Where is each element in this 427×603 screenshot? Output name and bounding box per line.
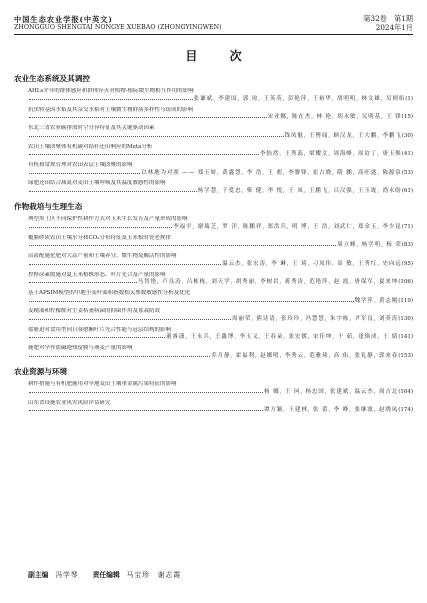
table-of-contents: [14, 73, 413, 414]
entry-page-number: (61): [401, 187, 413, 194]
entry-title: 姜精油和柠檬醛对生姜枯萎病菌的抑菌作用及盆栽防效: [28, 308, 161, 315]
entry-title: 抗虫转基因水稻及其杂交水稻对土壤微生物群落多样性与组成的影响: [28, 106, 194, 113]
entry-page-number: (53): [401, 169, 413, 176]
entry-authors: 李福平, 谢瑞芝, 罗 洋, 陈鹏祥, 郑洪兵, 明 博, 王 浩, 刘武仁, 郑金玉, 李少昆: [173, 224, 402, 231]
entry-page-number: (130): [398, 315, 413, 322]
entry-authors: 董睿潇, 王永兵, 王鑫博, 李玉义, 王春朵, 张宏媛, 宋佳坤, 于 茹, 逢焕成, 王 婧: [166, 334, 399, 341]
entry-page-number: (15): [401, 114, 413, 121]
toc-entry[interactable]: [28, 144, 413, 159]
toc-entry[interactable]: [28, 327, 413, 342]
entry-title: 绿肥还田结合减氮对麦田土壤呼吸及其温度敏感性的影响: [28, 180, 166, 187]
toc-entry[interactable]: [28, 88, 413, 103]
deputy-editor-name: 冯学琴: [55, 571, 79, 579]
entry-authors: 周丽荣, 熊诗清, 张玲玲, 冯慧慧, 朱宇栋, 尹军良, 刘英涛: [232, 315, 399, 322]
journal-name-en: ZHONGGUO SHENGTAI NONGYE XUEBAO (ZHONGYINGWEN): [14, 24, 222, 32]
entry-title: 施肥对旱作盐碱地残留膜与燕麦产量的影响: [28, 345, 133, 352]
toc-entry[interactable]: [28, 272, 413, 287]
entry-title: 耕作措施与有机肥施用对旱地麦田土壤重金属污染特征的影响: [28, 381, 177, 388]
entry-authors: 马智艳, 卢良涛, 吕栋栋, 刘天学, 胡秀丽, 李树岩, 蒋秀涛, 范艳萍, 赵 霞, 唐保军, 夏来坤: [137, 279, 399, 286]
entry-authors: 魏学萍, 黄志刚: [354, 297, 399, 304]
running-header: [14, 14, 413, 32]
entry-authors: 宋亚娜, 陈在杰, 林 艳, 胡永敏, 吴明基, 王 锋: [267, 114, 402, 121]
entry-authors: 杨学慧, 于爱忠, 柴 健, 李 悦, 王 凤, 王鹏飞, 吕汉强, 王玉珑, 尚永盼: [197, 187, 402, 194]
entry-page-number: (95): [401, 260, 413, 267]
editorial-footer: [28, 569, 181, 579]
entry-page-number: (141): [398, 334, 413, 341]
toc-entry[interactable]: [28, 107, 413, 122]
toc-entry[interactable]: [28, 400, 413, 415]
entry-page-number: (106): [398, 279, 413, 286]
deputy-editor-label: 副主编: [28, 571, 49, 579]
entry-title: 东北三省农业碳排放时空分异特征及其关键驱动因素: [28, 125, 155, 132]
entry-title: 有机和常规管理对农田表层土壤团聚的影响: [28, 161, 133, 168]
entry-authors: 周立峰, 杨学明, 杨 荣: [337, 242, 402, 249]
toc-entry[interactable]: [28, 308, 413, 323]
toc-entry[interactable]: [28, 381, 413, 396]
toc-entry[interactable]: [28, 162, 413, 177]
entry-authors: 以林地为对照 —— 郑玉娇, 黄鑫慧, 李 浩, 王 彪, 李譽锋, 崔吉晓, 隋 鹏, 高旺盛, 陈源泉: [141, 169, 402, 176]
toc-entry[interactable]: [28, 180, 413, 195]
entry-authors: 温云杰, 张宏涛, 李 琳, 王 琦, 刁凤伟, 高 敏, 王秀红, 史向远: [222, 260, 402, 267]
entry-page-number: (41): [401, 151, 413, 158]
header-rule: [14, 34, 413, 35]
toc-entry[interactable]: [28, 253, 413, 268]
dot-leader: [29, 410, 263, 411]
entry-page-number: (153): [398, 352, 413, 359]
section-heading: 农业资源与环境: [14, 367, 68, 377]
entry-title: 沼液配施化肥对大蒜产量和土壤养分、微生物及酶活性的影响: [28, 253, 177, 260]
entry-page-number: (30): [401, 132, 413, 139]
entry-authors: 钱凤魁, 王博闻, 顾汉龙, 王大鹏, 李鹏飞: [284, 132, 402, 139]
journal-name-cn: 中国生态农业学报(中英文): [14, 15, 113, 24]
entry-title: 盐胁迫对食用型向日葵嗯酮叶片光合性能与冠层结构的影响: [28, 326, 172, 333]
entry-page-number: (119): [398, 297, 413, 304]
dot-leader: [29, 99, 193, 100]
dot-leader: [29, 301, 354, 302]
dot-leader: [29, 154, 259, 155]
dot-leader: [29, 392, 263, 393]
entry-authors: 杨 娜, 王 珂, 杨忠国, 张建斌, 温云杰, 周吉北: [264, 388, 399, 395]
entry-title: 典型黑土区不同保护性耕作方式对玉米生长发育及产量形成的影响: [28, 216, 188, 223]
toc-entry[interactable]: [28, 345, 413, 360]
dot-leader: [29, 282, 137, 283]
dot-leader: [29, 337, 165, 338]
entry-authors: 李怡然, 王秀蕊, 梁耀文, 周海峰, 周谊丁, 唐玉焕: [260, 151, 402, 158]
entry-title: 基于APSIM模型的甲地小麦叶面积指数相关参数敏感性分析及优化: [28, 289, 191, 296]
dot-leader: [29, 227, 172, 228]
toc-entry[interactable]: [28, 290, 413, 305]
entry-page-number: (174): [398, 407, 413, 414]
section-heading: 农业生态系统及其调控: [14, 74, 90, 84]
dot-leader: [29, 319, 231, 320]
entry-title: 山东省设施农业风灾风险评估研究: [28, 399, 111, 406]
entry-authors: 谭方颖, 王建林, 张 蕾, 李 峰, 张继波, 赵晓凤: [264, 407, 399, 414]
volume-issue: 第32卷 第1期: [363, 14, 413, 23]
toc-entry[interactable]: [28, 216, 413, 231]
entry-page-number: (164): [398, 388, 413, 395]
entry-page-number: (1): [405, 96, 413, 102]
toc-entry[interactable]: [28, 235, 413, 250]
entry-title: 农田土壤团聚体有机碳对秸秆还田响应的Meta分析: [28, 143, 153, 150]
entry-title: 覆膜砂质农田土壤水分和CO₂分布特征及玉米根时瓷老规律: [28, 234, 171, 241]
issue-date: 2024年1月: [375, 23, 413, 33]
entry-authors: 乔月静, 霍福利, 赵娜明, 李秀云, 范雅琦, 高 佑, 张礼静, 郭来春: [211, 352, 399, 359]
dot-leader: [29, 117, 267, 118]
toc-entry[interactable]: [28, 125, 413, 140]
entry-authors: 张谦斌, 李建国, 郭 琼, 王英英, 彭艳萍, 王裕华, 胡明明, 林文雄, 吴则焰: [193, 96, 406, 102]
entry-page-number: (83): [401, 242, 413, 249]
entry-title: 控释尿素缓施对夏玉米植株形态、叶片光合及产量的影响: [28, 271, 166, 278]
dot-leader: [29, 191, 197, 192]
responsible-editor-label: 责任编辑: [92, 571, 120, 579]
page-title: 目 次: [185, 49, 256, 64]
dot-leader: [29, 173, 140, 174]
responsible-editor-names: 马宝珍 谢志霞: [126, 571, 182, 579]
entry-title: AHLs介导的群体感应和群体淬灭对植物-根际微生物相互作用的影响: [28, 88, 194, 95]
dot-leader: [29, 136, 284, 137]
section-heading: 作物栽培与生理生态: [14, 202, 83, 212]
dot-leader: [29, 245, 336, 246]
dot-leader: [29, 356, 210, 357]
entry-page-number: (71): [401, 224, 413, 231]
dot-leader: [29, 264, 221, 265]
